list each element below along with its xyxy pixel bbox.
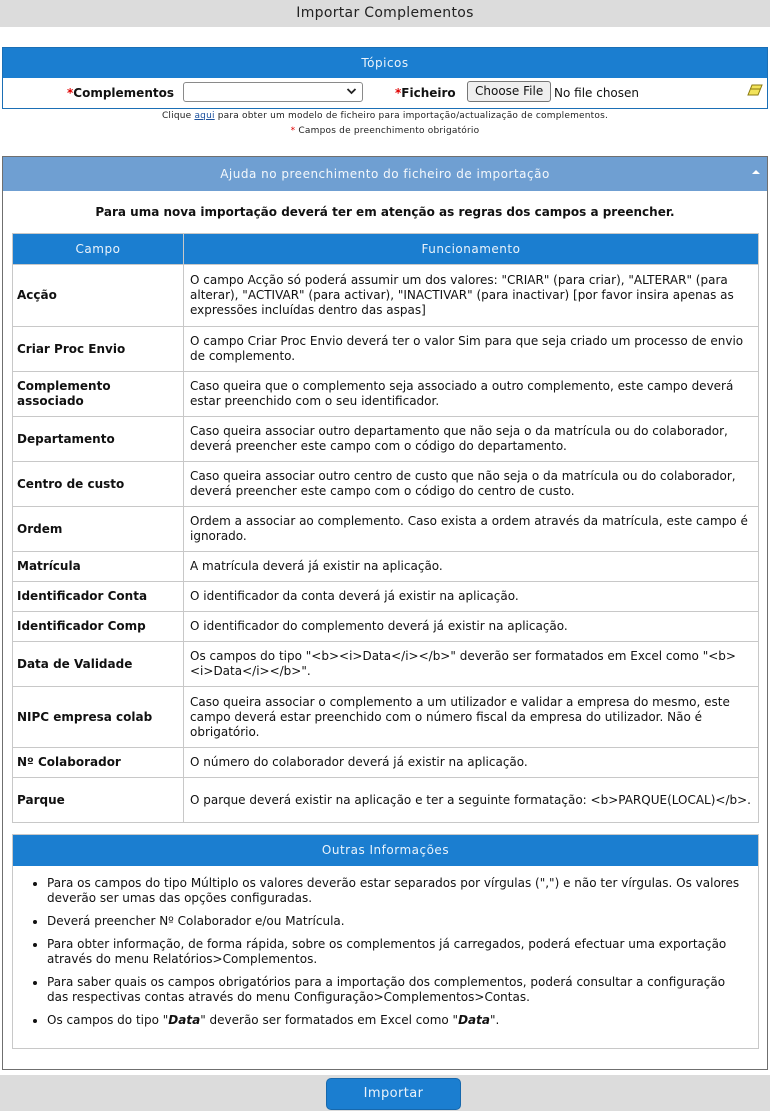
table-row [13,552,759,582]
list-item: • Para os campos do tipo Múltiplo os valores deverão estar separados por vírgulas (",") e não ter vírgulas. Os valores deverão ser umas das opções configuradas. [47,876,758,906]
table-row [13,687,759,748]
help-panel [2,156,768,1070]
table-row [13,417,759,462]
table-row [13,265,759,327]
window-title: Importar Complementos [0,0,770,27]
list-item: • Os campos do tipo "Data" deverão ser formatados em Excel como "Data". [47,1013,758,1028]
column-header-campo: Campo [13,234,184,265]
table-row [13,778,759,823]
field-name: Criar Proc Envio [13,327,184,372]
import-form-row [3,78,767,108]
field-description: Caso queira associar o complemento a um utilizador e validar a empresa do mesmo, este campo deverá estar preenchido com o número fiscal da empresa do utilizador. Não é obrigatório. [184,687,759,748]
field-name: Matrícula [13,552,184,582]
field-description: Os campos do tipo "<b><i>Data</i></b>" deverão ser formatados em Excel como "<b><i>Data</i></b>". [184,642,759,687]
required-mark: * [395,86,402,100]
table-row [13,372,759,417]
field-description: O identificador do complemento deverá já existir na aplicação. [184,612,759,642]
template-link[interactable]: aqui [194,111,215,121]
footer-bar [0,1075,770,1111]
required-mark: * [67,86,74,100]
file-status-text: No file chosen [554,86,640,100]
outras-header: Outras Informações [13,835,758,866]
list-item: • Para obter informação, de forma rápida, sobre os complementos já carregados, poderá efectuar uma exportação através do menu Relatórios>Complementos. [47,937,758,967]
field-name: Data de Validade [13,642,184,687]
eraser-icon[interactable] [747,84,763,99]
field-name: Parque [13,778,184,823]
field-name: Complemento associado [13,372,184,417]
ficheiro-label: *Ficheiro [395,86,456,100]
collapse-up-icon[interactable] [751,157,761,191]
table-row [13,327,759,372]
table-row [13,748,759,778]
field-description: Caso queira associar outro centro de custo que não seja o da matrícula ou do colaborador, deverá preencher este campo com o código do centro de custo. [184,462,759,507]
help-intro: Para uma nova importação deverá ter em atenção as regras dos campos a preencher. [95,205,675,219]
field-description: O campo Criar Proc Envio deverá ter o valor Sim para que seja criado um processo de envio de complemento. [184,327,759,372]
table-row [13,462,759,507]
field-name: Departamento [13,417,184,462]
field-description: O parque deverá existir na aplicação e ter a seguinte formatação: <b>PARQUE(LOCAL)</b>. [184,778,759,823]
field-name: Identificador Comp [13,612,184,642]
help-title: Ajuda no preenchimento do ficheiro de importação [220,167,550,181]
field-description: Caso queira associar outro departamento que não seja o da matrícula ou do colaborador, deverá preencher este campo com o código do departamento. [184,417,759,462]
table-row [13,612,759,642]
table-row [13,507,759,552]
required-mark: * [290,126,296,136]
complementos-select[interactable] [183,82,363,102]
field-description: Ordem a associar ao complemento. Caso exista a ordem através da matrícula, este campo é ignorado. [184,507,759,552]
field-description: A matrícula deverá já existir na aplicação. [184,552,759,582]
choose-file-button[interactable]: Choose File [467,81,551,102]
chevron-down-icon [346,84,357,101]
field-name: Centro de custo [13,462,184,507]
field-name: Nº Colaborador [13,748,184,778]
table-header-row [13,234,759,265]
field-name: NIPC empresa colab [13,687,184,748]
list-item: • Deverá preencher Nº Colaborador e/ou Matrícula. [47,914,758,929]
field-name: Ordem [13,507,184,552]
table-row [13,582,759,612]
field-name: Acção [13,265,184,327]
field-name: Identificador Conta [13,582,184,612]
required-note: * Campos de preenchimento obrigatório [290,126,480,136]
template-note: Clique aqui para obter um modelo de ficheiro para importação/actualização de complementos. [161,111,609,121]
field-description: O identificador da conta deverá já existir na aplicação. [184,582,759,612]
field-description: Caso queira que o complemento seja associado a outro complemento, este campo deverá estar preenchido com o seu identificador. [184,372,759,417]
complementos-label: *Complementos [67,86,174,100]
outras-informacoes-panel [12,834,759,1049]
table-row [13,642,759,687]
help-header[interactable] [3,157,767,191]
import-button[interactable]: Importar [326,1078,461,1110]
list-item: • Para saber quais os campos obrigatórios para a importação dos complementos, poderá consultar a configuração das respectivas contas através do menu Configuração>Complementos>Contas. [47,975,758,1005]
topics-header: Tópicos [3,48,767,78]
outras-list [13,876,758,1028]
topics-panel [2,47,768,109]
column-header-funcionamento: Funcionamento [184,234,759,265]
rules-table [12,233,759,823]
field-description: O número do colaborador deverá já existir na aplicação. [184,748,759,778]
field-description: O campo Acção só poderá assumir um dos valores: "CRIAR" (para criar), "ALTERAR" (para alterar), "ACTIVAR" (para activar), "INACTIVAR" (para inactivar) [por favor insira apenas as expressões incluídas dentro das aspas] [184,265,759,327]
